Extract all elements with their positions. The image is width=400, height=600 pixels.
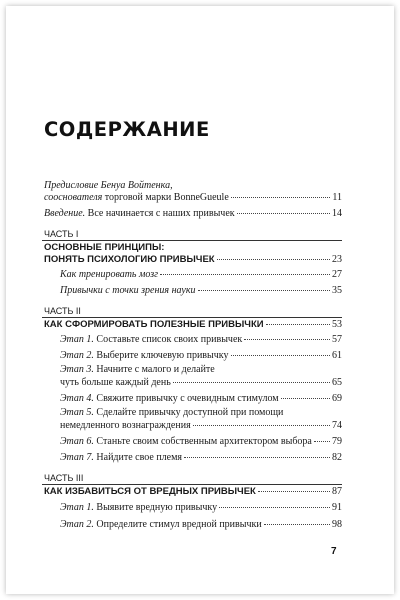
toc-entry-italic: Этап 3. (60, 364, 94, 375)
toc-entry-text: Определите стимул вредной привычки (93, 519, 262, 530)
part-3-title[interactable] (44, 486, 342, 497)
toc-entry-italic: Этап 2. (60, 350, 94, 361)
toc-page-number: 79 (332, 436, 342, 447)
toc-entry-label (60, 436, 312, 447)
toc-entry-italic: Как тренировать мозг (60, 269, 159, 280)
toc-entry-label (44, 208, 235, 219)
toc-page-number: 14 (332, 208, 342, 219)
toc-page-number: 53 (332, 319, 342, 330)
toc-entry-label (60, 334, 242, 345)
page-number: 7 (331, 546, 337, 557)
toc-page-number: 61 (332, 350, 342, 361)
toc-entry-label (60, 502, 217, 513)
dot-leader (264, 524, 330, 525)
toc-page-number: 27 (332, 269, 342, 280)
toc-entry-italic: Этап 1. (60, 334, 94, 345)
toc-entry-italic: Этап 2. (60, 519, 94, 530)
toc-page-number: 65 (332, 377, 342, 388)
part-2-label: ЧАСТЬ II (44, 306, 81, 316)
part-2-title[interactable] (44, 319, 342, 330)
toc-entry-label (60, 519, 262, 530)
part-1-rule (42, 240, 342, 241)
part-3-title-text: КАК ИЗБАВИТЬСЯ ОТ ВРЕДНЫХ ПРИВЫЧЕК (44, 486, 256, 497)
part-2-rule (42, 317, 342, 318)
toc-entry-text: Выберите ключевую привычку (93, 350, 229, 361)
toc-entry-text: Найдите свое племя (93, 452, 183, 463)
toc-page-number: 23 (332, 254, 342, 265)
toc-entry-text: торговой марки BonneGueule (102, 192, 229, 203)
dot-leader (193, 425, 330, 426)
toc-entry-label (60, 350, 229, 361)
part-1-title-line1[interactable]: ОСНОВНЫЕ ПРИНЦИПЫ: (44, 242, 165, 253)
toc-entry-text: Составьте список своих привычек (93, 334, 243, 345)
toc-entry-text: Свяжите привычку с очевидным стимулом (93, 393, 279, 404)
toc-entry-label: немедленного вознаграждения (60, 420, 191, 431)
toc-entry-text: Выявите вредную привычку (93, 502, 218, 513)
toc-entry-label (44, 192, 229, 203)
part-1-label: ЧАСТЬ I (44, 229, 79, 239)
toc-entry-italic: сооснователя (44, 192, 103, 203)
toc-entry-stage-5-line1[interactable] (60, 407, 283, 418)
toc-entry-italic: Этап 6. (60, 436, 94, 447)
dot-leader (244, 339, 330, 340)
toc-entry-label (60, 452, 182, 463)
dot-leader (219, 507, 330, 508)
part-2-title-text: КАК СФОРМИРОВАТЬ ПОЛЕЗНЫЕ ПРИВЫЧКИ (44, 319, 264, 330)
part-1-title-line2: ПОНЯТЬ ПСИХОЛОГИЮ ПРИВЫЧЕК (44, 254, 215, 265)
dot-leader (231, 355, 331, 356)
toc-entry-italic: Этап 7. (60, 452, 94, 463)
toc-entry-stage-7[interactable] (60, 452, 342, 463)
toc-entry-part3-stage-1[interactable] (60, 502, 342, 513)
toc-page-number: 74 (332, 420, 342, 431)
toc-entry-stage-6[interactable] (60, 436, 342, 447)
toc-entry-text: Все начинается с наших привычек (85, 208, 235, 219)
dot-leader (314, 441, 330, 442)
dot-leader (237, 213, 330, 214)
toc-page-number: 82 (332, 452, 342, 463)
toc-entry-science[interactable] (60, 285, 342, 296)
toc-entry-stage-3[interactable] (60, 377, 342, 388)
toc-entry-introduction[interactable] (44, 208, 342, 219)
toc-entry-preface-line1[interactable]: Предисловие Бенуа Войтенка, (44, 180, 173, 191)
part-1-title[interactable] (44, 254, 342, 265)
dot-leader (281, 398, 330, 399)
dot-leader (160, 274, 330, 275)
toc-entry-italic: Этап 5. (60, 407, 94, 418)
toc-page-number: 87 (332, 486, 342, 497)
toc-entry-label (60, 393, 279, 404)
page-title: СОДЕРЖАНИЕ (44, 118, 210, 141)
toc-entry-italic: Этап 4. (60, 393, 94, 404)
toc-page-number: 91 (332, 502, 342, 513)
toc-entry-italic: Введение. (44, 208, 86, 219)
toc-entry-stage-3-line1[interactable] (60, 364, 215, 375)
dot-leader (198, 290, 330, 291)
toc-entry-stage-1[interactable] (60, 334, 342, 345)
toc-entry-preface[interactable] (44, 192, 342, 203)
toc-page-number: 11 (332, 192, 342, 203)
toc-entry-label: чуть больше каждый день (60, 377, 171, 388)
toc-page-number: 35 (332, 285, 342, 296)
toc-entry-train-brain[interactable] (60, 269, 342, 280)
toc-entry-stage-5[interactable] (60, 420, 342, 431)
toc-entry-part3-stage-2[interactable] (60, 519, 342, 530)
dot-leader (217, 259, 330, 260)
dot-leader (266, 324, 330, 325)
toc-entry-text: Сделайте привычку доступной при помощи (93, 407, 284, 418)
dot-leader (184, 457, 330, 458)
toc-page-number: 69 (332, 393, 342, 404)
toc-entry-stage-2[interactable] (60, 350, 342, 361)
toc-entry-italic: Этап 1. (60, 502, 94, 513)
toc-entry-text: Начните с малого и делайте (93, 364, 215, 375)
toc-entry-text: Станьте своим собственным архитектором выбора (93, 436, 312, 447)
toc-entry-label (60, 269, 158, 280)
toc-entry-italic: Привычки с точки зрения науки (60, 285, 196, 296)
dot-leader (231, 197, 331, 198)
toc-entry-label (60, 285, 196, 296)
dot-leader (258, 491, 330, 492)
part-3-label: ЧАСТЬ III (44, 473, 84, 483)
toc-page-number: 57 (332, 334, 342, 345)
book-page (6, 6, 394, 594)
toc-page-number: 98 (332, 519, 342, 530)
part-3-rule (42, 484, 342, 485)
dot-leader (173, 382, 330, 383)
toc-entry-stage-4[interactable] (60, 393, 342, 404)
